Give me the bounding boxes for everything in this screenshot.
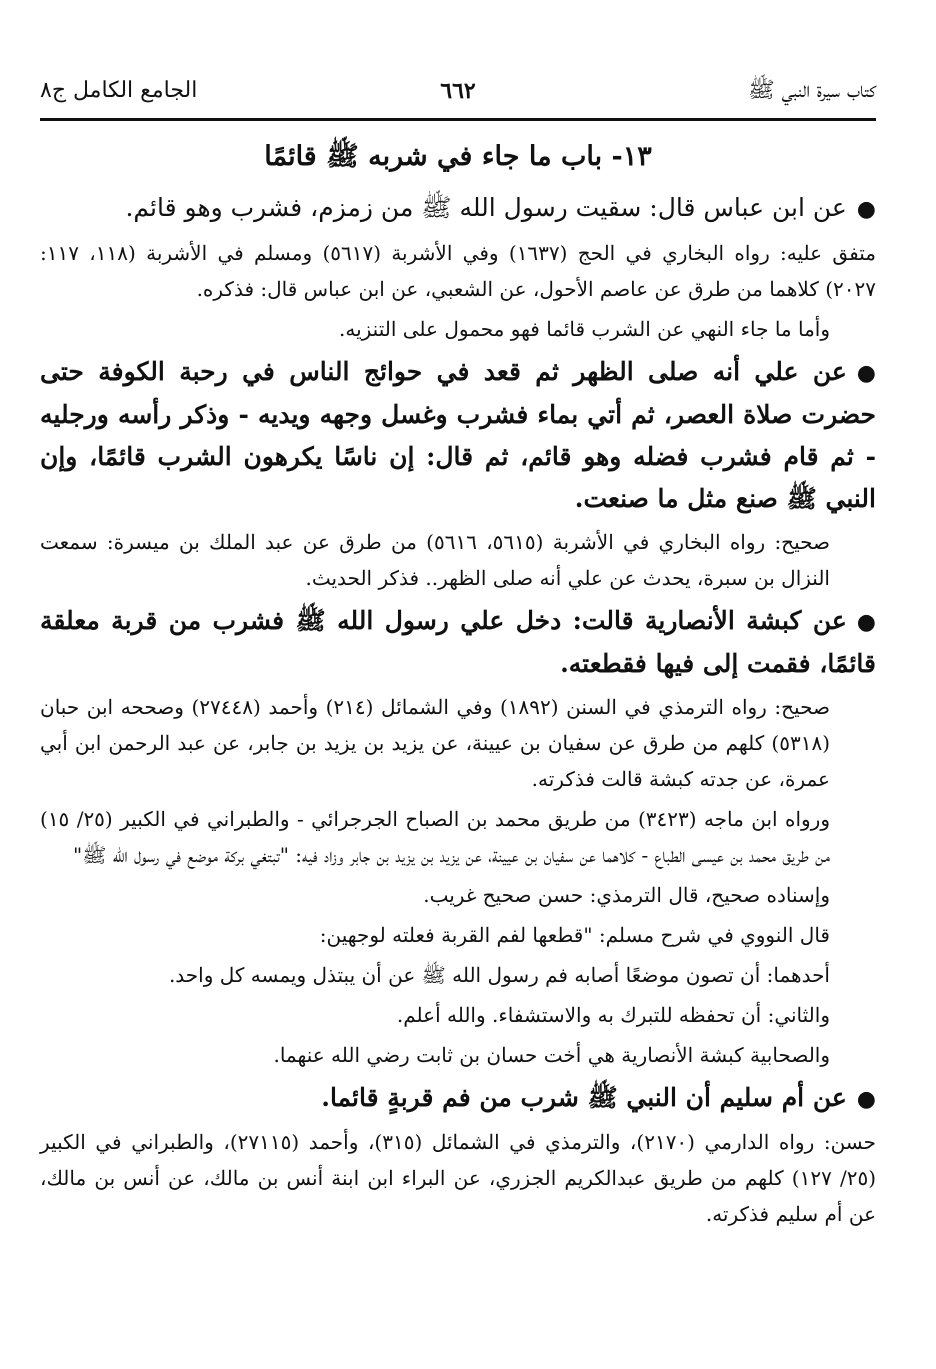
hadith-text: عن كبشة الأنصارية قالت: دخل علي رسول الله ﷺ فشرب من قربة معلقة قائمًا، فقمت إلى فيها فقطعته. <box>40 606 876 678</box>
commentary-paragraph: وإسناده صحيح، قال الترمذي: حسن صحيح غريب. <box>423 883 830 907</box>
running-header <box>40 60 876 121</box>
commentary-paragraph: والصحابية كبشة الأنصارية هي أخت حسان بن ثابت رضي الله عنهما. <box>273 1043 830 1067</box>
commentary-paragraph: قال النووي في شرح مسلم: "قطعها لفم القربة فعلته لوجهين: <box>319 923 830 947</box>
commentary-paragraph: وأما ما جاء النهي عن الشرب قائما فهو محمول على التنزيه. <box>338 317 830 341</box>
hadith-ibn-abbas <box>40 187 876 231</box>
takhrij-paragraph: ورواه ابن ماجه (٣٤٢٣) من طريق محمد بن الصباح الجرجرائي - والطبراني في الكبير (٢٥/ ١٥) من طريق محمد بن عيسى الطباع - كلاهما عن سفيان بن عيينة، عن يزيد بن يزيد بن جابر وزاد فيه: "تبتغي بركة موضع في رسول الله ﷺ" <box>40 807 830 867</box>
bullet-icon: ● <box>856 360 876 386</box>
page <box>40 60 876 1349</box>
page-number: ٦٦٢ <box>440 78 476 104</box>
commentary-paragraph: والثاني: أن تحفظه للتبرك به والاستشفاء. والله أعلم. <box>396 1003 830 1027</box>
chapter-title: ١٣- باب ما جاء في شربه ﷺ قائمًا <box>264 141 652 172</box>
bullet-icon: ● <box>856 1086 876 1112</box>
takhrij-paragraph: صحيح: رواه الترمذي في السنن (١٨٩٢) وفي الشمائل (٢١٤) وأحمد (٢٧٤٤٨) وصححه ابن حبان (٥٣١٨) كلهم من طرق عن سفيان بن عيينة، عن يزيد بن يزيد بن جابر، عن عبد الرحمن ابن أبي عمرة، عن جدته كبشة قالت فذكرته. <box>40 695 830 791</box>
hadith-text: عن أم سليم أن النبي ﷺ شرب من فم قربةٍ قائما. <box>321 1083 847 1112</box>
hadith-kabsha <box>40 600 876 685</box>
header-volume: الجامع الكامل ج٨ <box>40 78 198 103</box>
bullet-icon: ● <box>856 609 876 635</box>
header-book-title: كتاب سيرة النبي ﷺ <box>748 78 876 103</box>
hadith-text: عن ابن عباس قال: سقيت رسول الله ﷺ من زمزم، فشرب وهو قائم. <box>125 193 847 222</box>
hadith-text: عن علي أنه صلى الظهر ثم قعد في حوائج الناس في رحبة الكوفة حتى حضرت صلاة العصر، ثم أتي بماء فشرب وغسل وجهه ويديه - وذكر رأسه ورجليه - ثم قام فشرب فضله وهو قائم، ثم قال: إن ناسًا يكرهون الشرب قائمًا، وإن النبي ﷺ صنع مثل ما صنعت. <box>40 357 876 513</box>
bullet-icon: ● <box>856 197 876 222</box>
takhrij-paragraph: متفق عليه: رواه البخاري في الحج (١٦٣٧) وفي الأشربة (٥٦١٧) ومسلم في الأشربة (١١٨، ١١٧: ٢٠٢٧) كلاهما من طرق عن عاصم الأحول، عن الشعبي، عن ابن عباس قال: فذكره. <box>40 241 876 301</box>
takhrij-paragraph: حسن: رواه الدارمي (٢١٧٠)، والترمذي في الشمائل (٣١٥)، وأحمد (٢٧١١٥)، والطبراني في الكبير (٢٥/ ١٢٧) كلهم من طريق عبدالكريم الجزري، عن البراء ابن ابنة أنس بن مالك، عن أنس بن مالك، عن أم سليم فذكرته. <box>40 1130 876 1226</box>
hadith-umm-sulaym <box>40 1077 876 1120</box>
hadith-ali <box>40 351 876 520</box>
chapter-body <box>40 187 876 1232</box>
takhrij-paragraph: صحيح: رواه البخاري في الأشربة (٥٦١٥، ٥٦١٦) من طرق عن عبد الملك بن ميسرة: سمعت النزال بن سبرة، يحدث عن علي أنه صلى الظهر.. فذكر الحديث. <box>40 530 831 590</box>
commentary-paragraph: أحدهما: أن تصون موضعًا أصابه فم رسول الله ﷺ عن أن يبتذل ويمسه كل واحد. <box>168 963 830 987</box>
